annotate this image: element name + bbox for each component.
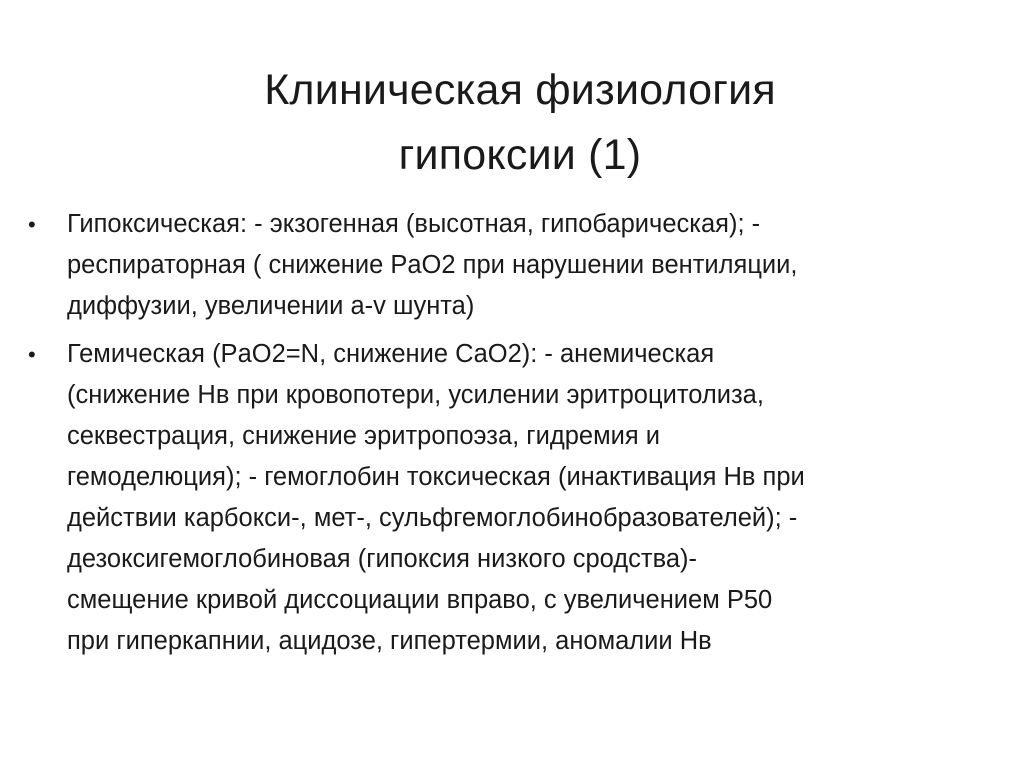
bullet-text-line: при гиперкапнии, ацидозе, гипертермии, аномалии Нв (67, 627, 712, 655)
bullet-text-line: секвестрация, снижение эритропоэза, гидремия и (67, 422, 660, 450)
bullet-text-line: (снижение Нв при кровопотери, усилении эритроцитолиза, (67, 381, 764, 409)
bullet-text-line: респираторная ( снижение PaO2 при нарушении вентиляции, (67, 251, 798, 279)
bullet-text-line: гемоделюция); - гемоглобин токсическая (инактивация Нв при (67, 463, 805, 491)
bullet-item-hemic (0, 334, 1024, 662)
slide-title-line-1: Клиническая физиология (264, 66, 776, 114)
slide-title-line-2: гипоксии (1) (398, 131, 642, 179)
slide-title (0, 58, 1024, 188)
bullet-text-line: диффузии, увеличении a-v шунта) (67, 292, 475, 320)
bullet-icon: • (28, 212, 36, 237)
bullet-list (0, 204, 1024, 669)
bullet-text-line: дезоксигемоглобиновая (гипоксия низкого сродства)- (67, 545, 697, 573)
bullet-text-line: Гипоксическая: - экзогенная (высотная, гипобарическая); - (67, 210, 761, 238)
bullet-icon: • (28, 342, 36, 367)
bullet-item-hypoxic (0, 204, 1024, 327)
bullet-text-line: действии карбокси-, мет-, сульфгемоглобинобразователей); - (67, 504, 798, 532)
bullet-text-line: смещение кривой диссоциации вправо, с увеличением Р50 (67, 586, 773, 614)
bullet-text-line: Гемическая (PaO2=N, снижение CaO2): - анемическая (67, 340, 715, 368)
